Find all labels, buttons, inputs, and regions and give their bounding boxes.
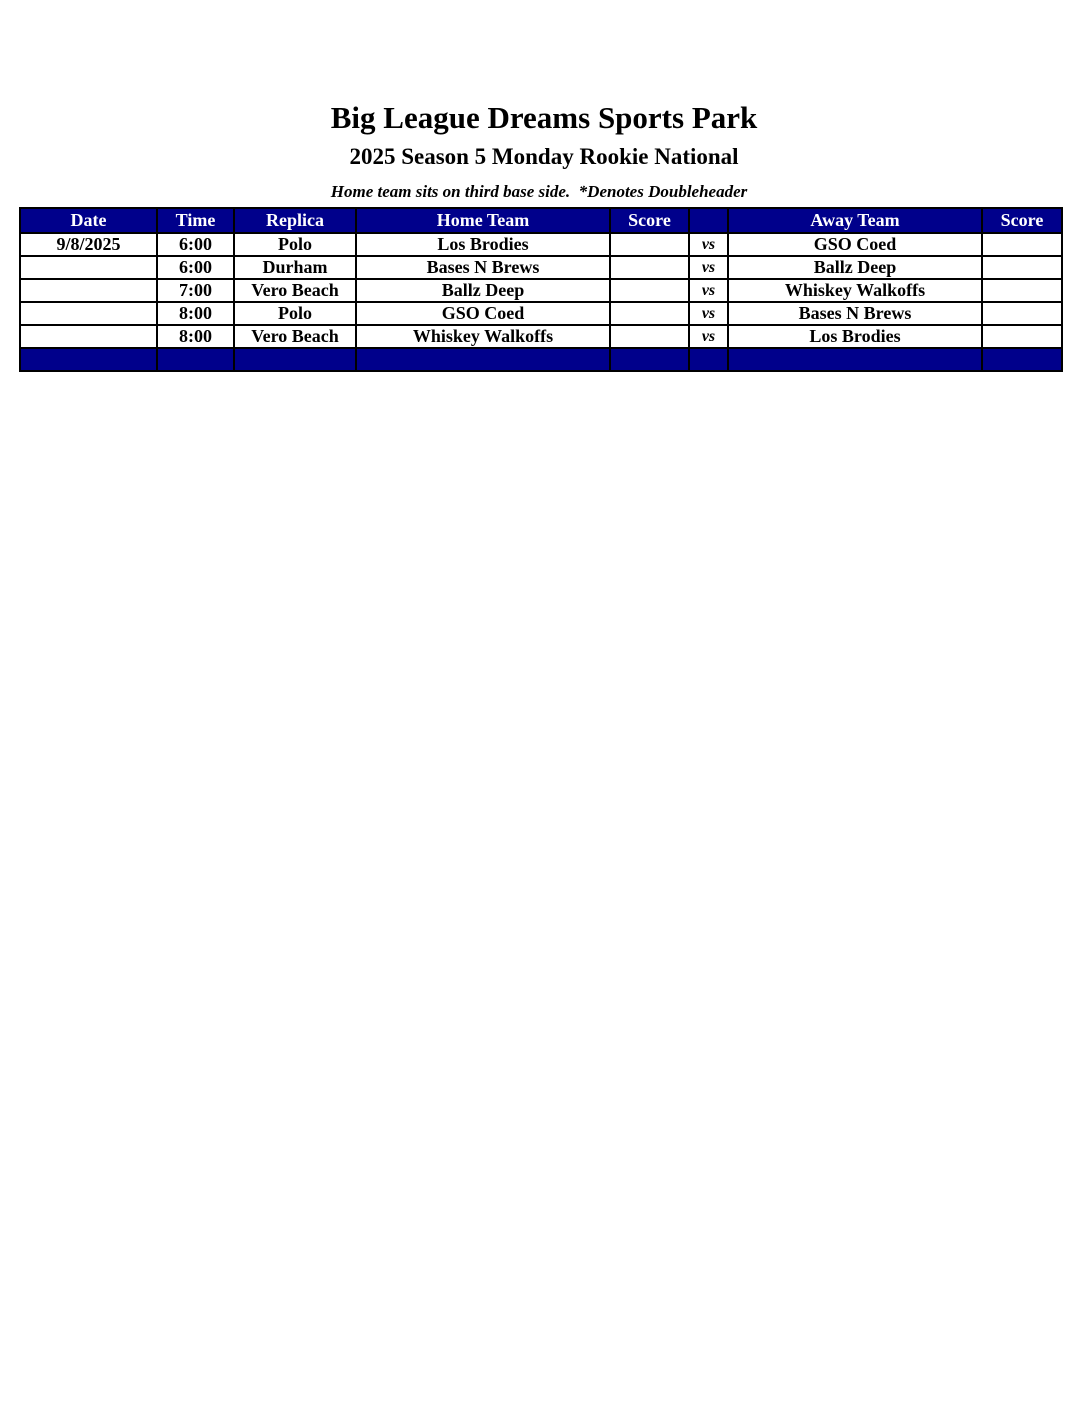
home-score-cell (610, 256, 689, 279)
schedule-table (19, 207, 1063, 372)
replica-cell: Durham (234, 256, 356, 279)
time-cell: 6:00 (157, 256, 234, 279)
away-score-cell (982, 256, 1062, 279)
footer-cell (157, 348, 234, 371)
time-cell: 6:00 (157, 233, 234, 256)
table-row (20, 233, 1062, 256)
footer-cell (982, 348, 1062, 371)
home-team-cell: Bases N Brews (356, 256, 610, 279)
home-team-cell: Whiskey Walkoffs (356, 325, 610, 348)
page-subtitle: 2025 Season 5 Monday Rookie National (349, 144, 739, 169)
replica-cell: Vero Beach (234, 279, 356, 302)
home-score-cell (610, 302, 689, 325)
vs-cell: vs (689, 325, 728, 348)
vs-cell: vs (689, 279, 728, 302)
table-footer-row (20, 348, 1062, 371)
column-header-replica: Replica (234, 208, 356, 233)
away-team-cell: Whiskey Walkoffs (728, 279, 982, 302)
date-cell (20, 302, 157, 325)
home-score-cell (610, 279, 689, 302)
date-cell (20, 279, 157, 302)
away-team-cell: Los Brodies (728, 325, 982, 348)
column-header-away-score: Score (982, 208, 1062, 233)
time-cell: 7:00 (157, 279, 234, 302)
column-header-vs (689, 208, 728, 233)
home-team-cell: GSO Coed (356, 302, 610, 325)
footer-cell (20, 348, 157, 371)
schedule-note: Home team sits on third base side. *Denotes Doubleheader (330, 182, 748, 201)
column-header-home-score: Score (610, 208, 689, 233)
table-header-row (20, 208, 1062, 233)
time-cell: 8:00 (157, 325, 234, 348)
date-cell (20, 325, 157, 348)
time-cell: 8:00 (157, 302, 234, 325)
date-cell: 9/8/2025 (20, 233, 157, 256)
footer-cell (610, 348, 689, 371)
page-title: Big League Dreams Sports Park (330, 100, 758, 135)
table-row (20, 302, 1062, 325)
table-row (20, 279, 1062, 302)
vs-cell: vs (689, 256, 728, 279)
table-row (20, 325, 1062, 348)
footer-cell (356, 348, 610, 371)
vs-cell: vs (689, 302, 728, 325)
column-header-date: Date (20, 208, 157, 233)
column-header-away-team: Away Team (728, 208, 982, 233)
home-team-cell: Los Brodies (356, 233, 610, 256)
away-score-cell (982, 279, 1062, 302)
column-header-home-team: Home Team (356, 208, 610, 233)
home-score-cell (610, 233, 689, 256)
away-team-cell: Bases N Brews (728, 302, 982, 325)
replica-cell: Polo (234, 233, 356, 256)
footer-cell (728, 348, 982, 371)
home-team-cell: Ballz Deep (356, 279, 610, 302)
footer-cell (689, 348, 728, 371)
away-score-cell (982, 302, 1062, 325)
away-score-cell (982, 233, 1062, 256)
replica-cell: Polo (234, 302, 356, 325)
column-header-time: Time (157, 208, 234, 233)
replica-cell: Vero Beach (234, 325, 356, 348)
vs-cell: vs (689, 233, 728, 256)
away-team-cell: Ballz Deep (728, 256, 982, 279)
footer-cell (234, 348, 356, 371)
table-row (20, 256, 1062, 279)
away-team-cell: GSO Coed (728, 233, 982, 256)
date-cell (20, 256, 157, 279)
home-score-cell (610, 325, 689, 348)
away-score-cell (982, 325, 1062, 348)
